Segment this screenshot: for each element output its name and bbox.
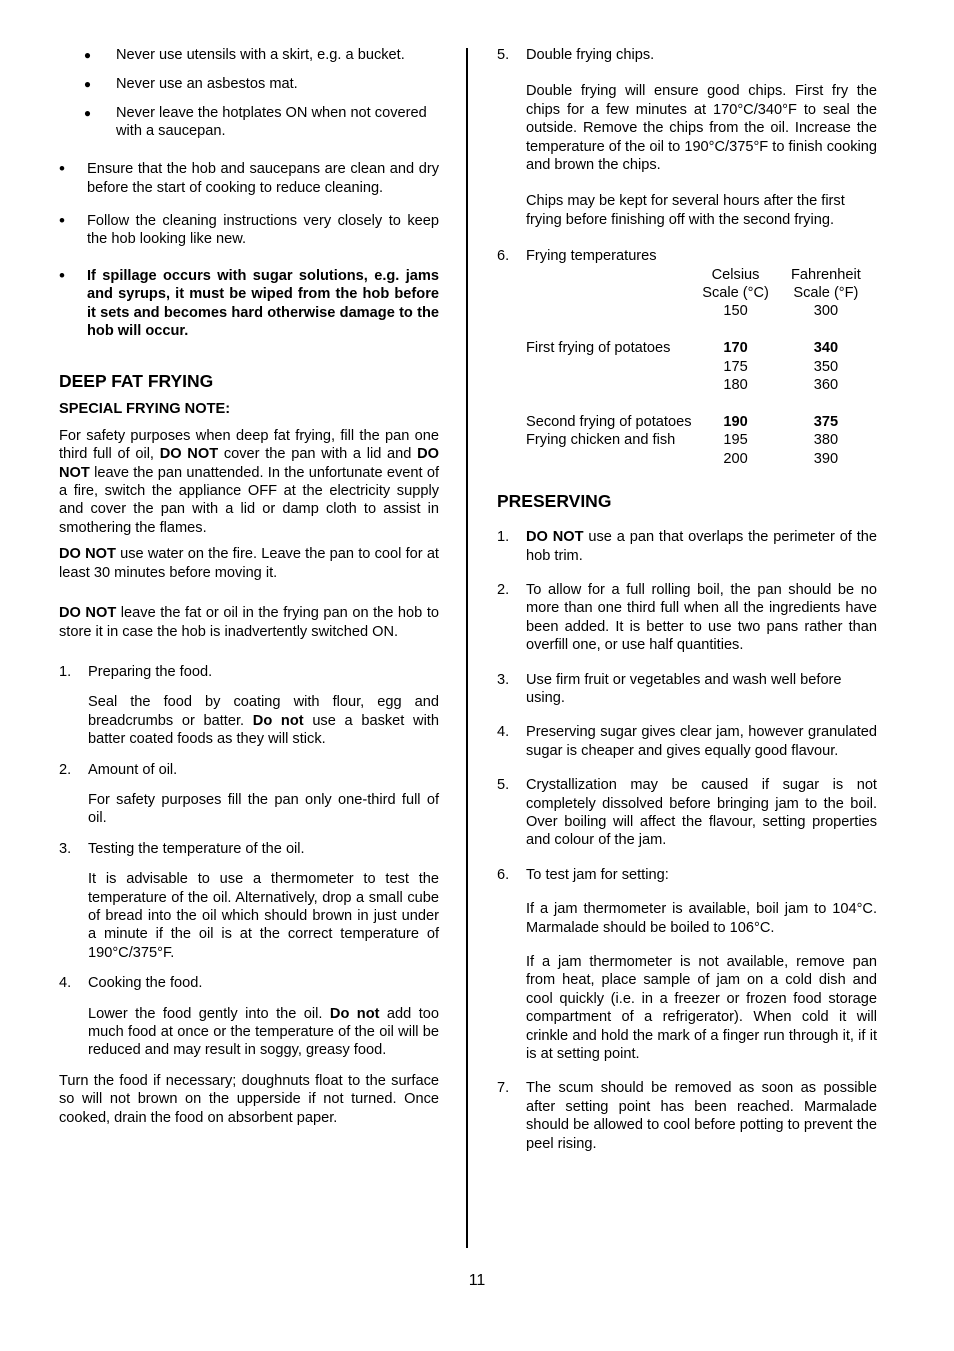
celsius-cell: 180	[723, 377, 748, 394]
table-row	[526, 302, 877, 320]
table-row	[526, 376, 877, 394]
item-title: To test jam for setting:	[526, 866, 669, 883]
column-header: Fahrenheit	[791, 266, 861, 283]
item-body: If a jam thermometer is available, boil jam to 104°C. Marmalade should be boiled to 106°C.	[526, 901, 877, 936]
column-header: Celsius	[711, 266, 760, 283]
text: Lower the food gently into the oil.	[88, 1005, 330, 1022]
item-number: 7.	[497, 1080, 510, 1097]
table-row	[526, 431, 877, 449]
row-label: First frying of potatoes	[526, 340, 671, 357]
bullet	[59, 212, 439, 249]
text-bold: DO NOT	[159, 446, 219, 463]
text: use a basket with batter coated foods as they will stick.	[88, 712, 439, 748]
item-title: Testing the temperature of the oil.	[88, 840, 305, 857]
list-item	[497, 671, 877, 708]
celsius-cell: 175	[723, 358, 748, 375]
item-number: 2.	[59, 761, 72, 778]
list-item	[497, 776, 877, 850]
bullet-icon: ●	[83, 105, 92, 120]
text: For safety purposes fill the pan only one-third full of oil.	[88, 791, 439, 827]
list-item	[497, 46, 877, 64]
bullet	[59, 160, 439, 197]
row-label	[526, 358, 696, 376]
celsius-cell: 195	[723, 432, 748, 449]
sub-bullet-text: Never use an asbestos mat.	[116, 75, 298, 92]
row-label	[526, 302, 696, 320]
text: leave the fat or oil in the frying pan on the hob to store it in case the hob is inadvertently switched ON.	[59, 605, 439, 640]
text: Seal the food by coating with flour, egg and breadcrumbs or batter.	[88, 694, 439, 729]
column-header: Scale (°C)	[702, 285, 769, 302]
celsius-cell: 170	[723, 340, 748, 357]
row-label: Second frying of potatoes	[526, 413, 692, 430]
right-column	[497, 46, 877, 1153]
item-number: 4.	[59, 975, 72, 992]
note-paragraph	[59, 604, 439, 641]
table-header-row	[526, 266, 877, 284]
sub-bullet-text: Never leave the hotplates ON when not covered with a saucepan.	[116, 104, 427, 139]
text: use a pan that overlaps the perimeter of the hob trim.	[526, 529, 877, 564]
list-item	[497, 1079, 877, 1153]
bullet-text: Ensure that the hob and saucepans are clean and dry before the start of cooking to reduce cleaning.	[87, 161, 439, 196]
item-title: Double frying chips.	[526, 47, 655, 63]
text-bold: Do not	[329, 1005, 380, 1022]
fahrenheit-cell: 360	[813, 377, 839, 394]
item-body: If a jam thermometer is not available, remove pan from heat, place sample of jam on a cold dish and cool quickly (i.e. in a freezer or frozen food storage compartment of a refrigerator). When cold it will crinkle and hold the mark of a finger run through it, if it is at setting point.	[526, 954, 877, 1063]
item-body	[88, 791, 439, 828]
section-heading: DEEP FAT FRYING	[59, 371, 214, 392]
item-title: Preparing the food.	[88, 663, 213, 680]
item-title: Cooking the food.	[88, 975, 203, 992]
bullet-icon: •	[59, 211, 65, 231]
table-row	[526, 413, 877, 431]
bullet-icon: ●	[83, 48, 92, 62]
item-text	[526, 528, 877, 565]
item-body	[88, 870, 439, 962]
text: It is advisable to use a thermometer to test the temperature of the oil. Alternatively, drop a small cube of bread into the oil which should brown in just under a minute if the oil is at the correct temperature of 190°C/375°F.	[88, 871, 439, 961]
item-number: 4.	[497, 724, 510, 741]
note-paragraph	[59, 545, 439, 582]
item-body: Double frying will ensure good chips. First fry the chips for a few minutes at 170°C/340°F to seal the outside. Remove the chips from the oil. Increase the temperature of the oil to 190°C/375°F to finish cooking and brown the chips.	[526, 83, 877, 174]
celsius-cell: 190	[723, 413, 748, 430]
text-bold: DO NOT	[59, 446, 439, 481]
text-bold: DO NOT	[59, 546, 116, 563]
item-number: 1.	[497, 529, 510, 546]
list-item	[497, 866, 877, 884]
item-text: To allow for a full rolling boil, the pan should be no more than one third full when all the ingredients have been added. It is better to use two pans rather than overfill one, or use half quantities.	[526, 581, 877, 654]
sub-bullet	[59, 46, 439, 64]
item-number: 3.	[497, 671, 510, 688]
item-number: 5.	[497, 47, 510, 63]
fahrenheit-cell: 340	[813, 340, 839, 357]
text: For safety purposes when deep fat frying, fill the pan one third full of oil,	[59, 427, 439, 463]
fahrenheit-cell: 390	[813, 450, 839, 467]
item-text: Preserving sugar gives clear jam, however granulated sugar is cheaper and gives equally good flavour.	[526, 724, 877, 759]
fahrenheit-cell: 375	[813, 413, 839, 430]
sub-bullet	[59, 104, 439, 141]
item-title: Amount of oil.	[88, 761, 178, 778]
note-paragraph	[59, 427, 439, 537]
list-item	[497, 247, 877, 265]
item-number: 3.	[59, 840, 72, 857]
column-divider	[466, 48, 468, 1248]
item-body: Chips may be kept for several hours after the first frying before finishing off with the second frying.	[526, 193, 845, 228]
section-heading: PRESERVING	[497, 491, 612, 512]
item-body	[88, 1005, 439, 1060]
item-title: Frying temperatures	[526, 248, 657, 265]
text: cover the pan with a lid and	[218, 446, 418, 463]
bullet-text-warning: If spillage occurs with sugar solutions, e.g. jams and syrups, it must be wiped from the hob before it sets and becomes hard otherwise damage to the hob will occur.	[87, 267, 439, 340]
bullet-text: Follow the cleaning instructions very closely to keep the hob looking like new.	[87, 213, 439, 248]
column-header: Scale (°F)	[793, 285, 859, 302]
celsius-cell: 150	[723, 303, 748, 320]
frying-steps	[59, 663, 439, 1060]
bullet	[59, 267, 439, 341]
fahrenheit-cell: 300	[813, 303, 839, 320]
item-number: 2.	[497, 581, 510, 598]
row-label: Frying chicken and fish	[526, 432, 676, 449]
text-bold: Do not	[252, 712, 304, 729]
left-column	[59, 46, 439, 1127]
text-bold: DO NOT	[526, 529, 584, 546]
table-row	[526, 358, 877, 376]
table-row	[526, 321, 877, 339]
table-row	[526, 395, 877, 413]
celsius-cell: 200	[723, 450, 748, 467]
bullet-icon: •	[59, 265, 65, 285]
table-header-row	[526, 284, 877, 302]
text: use water on the fire. Leave the pan to cool for at least 30 minutes before moving it.	[59, 546, 439, 581]
table-row	[526, 450, 877, 468]
item-text: Crystallization may be caused if sugar is not completely dissolved before bringing jam to the boil. Over boiling will affect the flavour, setting properties and colour of the jam.	[526, 777, 877, 849]
list-item	[497, 528, 877, 565]
item-text: Use firm fruit or vegetables and wash well before using.	[526, 671, 842, 706]
list-item	[497, 581, 877, 655]
frying-temperatures-table	[526, 266, 877, 468]
item-number: 1.	[59, 663, 72, 680]
bullet-icon: •	[59, 159, 65, 179]
item-number: 6.	[497, 248, 510, 265]
bullet-icon: ●	[83, 76, 92, 91]
text: add too much food at once or the temperature of the oil will be reduced and may result in soggy, greasy food.	[88, 1005, 439, 1059]
subheading: SPECIAL FRYING NOTE:	[59, 401, 231, 418]
page-number: 11	[468, 1272, 486, 1289]
fahrenheit-cell: 380	[813, 432, 839, 449]
fahrenheit-cell: 350	[813, 358, 839, 375]
row-label	[526, 450, 696, 468]
closing-paragraph: Turn the food if necessary; doughnuts float to the surface so will not brown on the upperside if not turned. Once cooked, drain the food on absorbent paper.	[59, 1072, 439, 1126]
item-number: 6.	[497, 866, 510, 883]
item-number: 5.	[497, 777, 510, 794]
text: leave the pan unattended. In the unfortunate event of a fire, switch the appliance OFF at the electricity supply and cover the pan with a lid or damp cloth to assist in smothering the flames.	[59, 464, 439, 536]
list-item	[59, 840, 439, 858]
row-label	[526, 376, 696, 394]
item-body	[88, 693, 439, 748]
text-bold: DO NOT	[59, 605, 117, 622]
list-item	[59, 663, 439, 681]
list-item	[59, 974, 439, 992]
sub-bullet	[59, 75, 439, 93]
sub-bullet-text: Never use utensils with a skirt, e.g. a bucket.	[116, 47, 405, 63]
list-item	[59, 761, 439, 779]
item-text: The scum should be removed as soon as possible after setting point has been reached. Marmalade should be allowed to cool before potting to prevent the peel rising.	[526, 1080, 877, 1152]
table-row	[526, 339, 877, 357]
list-item	[497, 723, 877, 760]
